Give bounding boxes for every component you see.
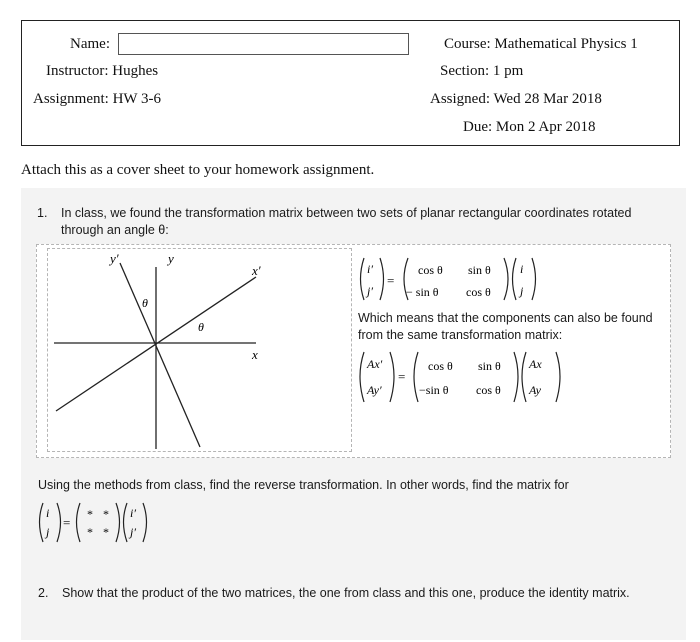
sin-theta-2: sin θ [478,359,501,373]
equals-sign-rev: = [63,515,71,530]
unknown-entry-12: * [103,507,109,521]
section: Section: 1 pm [440,63,524,79]
x-prime-label: x′ [252,263,261,278]
i-prime-rev: i′ [130,506,136,520]
axes-svg [48,249,353,453]
question-2-number: 2. [38,586,49,600]
cos-theta-2: cos θ [466,285,491,299]
y-label: y [168,251,174,266]
unknown-entry-21: * [87,525,93,539]
j-prime: j′ [367,284,373,298]
question-1 [37,205,657,239]
rotation-diagram [47,248,352,452]
a-y-prime: Ay′ [367,383,382,397]
i-unit-rev: i [46,506,50,520]
j-unit: j [520,284,524,298]
question-1-text: In class, we found the transformation matrix between two sets of planar rectangular coordinates rotated through an angle θ: [61,206,632,237]
neg-sin-theta-2: −sin θ [419,383,449,397]
sin-theta-1: sin θ [468,263,491,277]
x-label: x [252,347,258,362]
j-prime-rev: j′ [130,525,136,539]
question-2 [38,585,668,602]
y-prime-label: y′ [110,251,119,266]
cos-theta-3: cos θ [428,359,453,373]
name-label: Name: [70,36,110,52]
reverse-matrix [36,500,166,546]
a-x-prime: Ax′ [367,357,383,371]
equals-sign: = [387,273,395,288]
a-x: Ax [529,357,542,371]
cos-theta-1: cos θ [418,263,443,277]
unit-vector-matrix [356,252,556,310]
assignment: Assignment: HW 3-6 [33,91,162,107]
reverse-instructions: Using the methods from class, find the reverse transformation. In other words, find the matrix for [38,478,569,492]
equals-sign-2: = [398,369,406,384]
instructions: Attach this as a cover sheet to your homework assignment. [21,162,375,178]
question-2-text: Show that the product of the two matrices, the one from class and this one, produce the identity matrix. [62,586,630,600]
unknown-entry-22: * [103,525,109,539]
components-note: Which means that the components can also be found from the same transformation matrix: [358,311,653,342]
course: Course: Mathematical Physics 1 [444,36,638,52]
due-date: Due: Mon 2 Apr 2018 [463,119,596,135]
neg-sin-theta: − sin θ [406,285,439,299]
component-matrix [356,348,566,408]
j-unit-rev: j [46,525,50,539]
unknown-entry-11: * [87,507,93,521]
a-y: Ay [529,383,541,397]
instructor: Instructor: Hughes [46,63,159,79]
question-1-number: 1. [37,206,48,220]
theta-label-top: θ [142,296,148,310]
name-field[interactable] [118,33,409,55]
cos-theta-4: cos θ [476,383,501,397]
y-prime-axis [120,263,200,447]
i-unit: i [520,262,524,276]
assigned-date: Assigned: Wed 28 Mar 2018 [430,91,602,107]
theta-label-right: θ [198,320,204,334]
i-prime: i′ [367,262,373,276]
